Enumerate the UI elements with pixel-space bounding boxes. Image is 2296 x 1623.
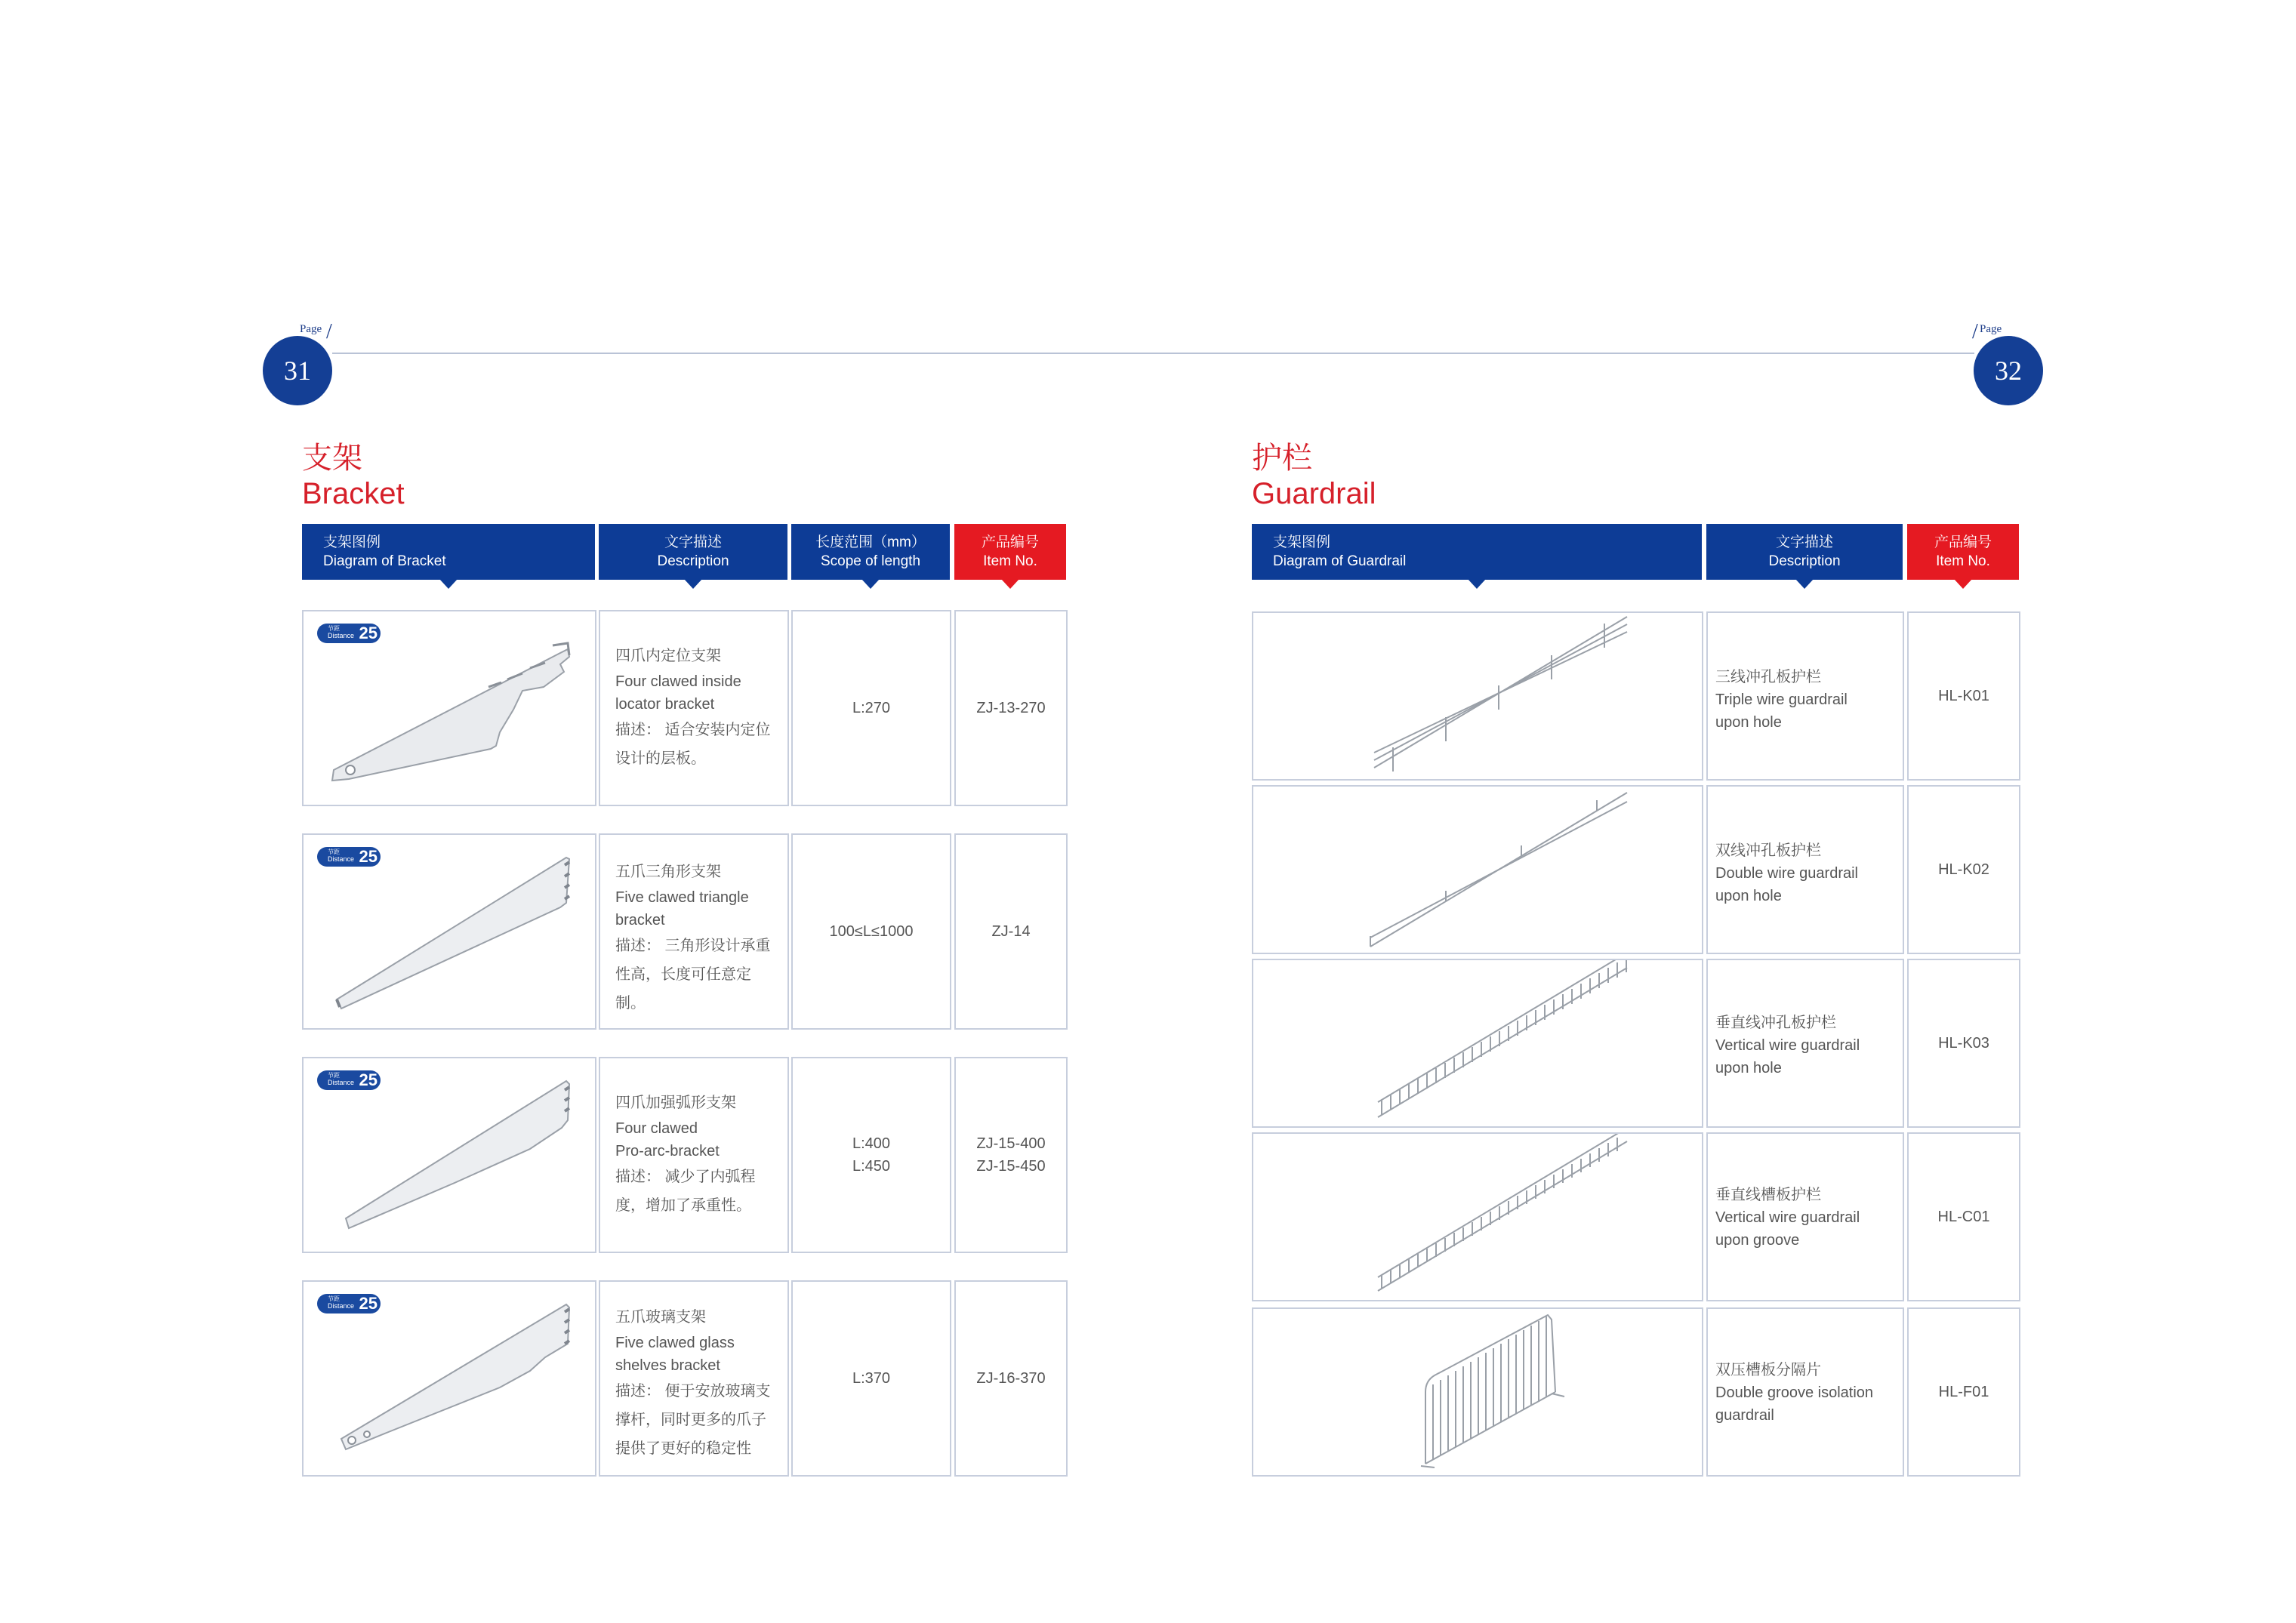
guardrail-item-cell [1907, 1307, 2020, 1477]
top-rule [332, 353, 1974, 354]
page-number-left: 31 [263, 336, 332, 405]
item-number: ZJ-15-400 [976, 1135, 1046, 1152]
length-value: L:370 [852, 1370, 891, 1387]
header-cn: 文字描述 [1775, 534, 1833, 550]
bracket-illustration [304, 1058, 598, 1255]
product-desc-cn: 描述： 三角形设计承重 [615, 938, 771, 954]
product-desc-cn: 描述： 便于安放玻璃支 [615, 1383, 771, 1400]
guardrail-illustration [1253, 1134, 1705, 1303]
product-desc-cn: 描述： 适合安装内定位 [615, 722, 771, 738]
header-arrow [1954, 579, 1972, 589]
guardrail-description-cell [1706, 611, 1904, 781]
guardrail-item-cell [1907, 611, 2020, 781]
product-name-cn: 五爪玻璃支架 [615, 1309, 706, 1326]
badge-value: 25 [359, 847, 378, 866]
item-number: ZJ-14 [991, 923, 1031, 940]
section-title-cn-bracket: 支架 [302, 442, 362, 475]
item-number: ZJ-15-450 [976, 1158, 1046, 1175]
product-desc-cn: 制。 [615, 995, 646, 1012]
guardrail-illustration [1253, 1309, 1705, 1478]
product-desc-cn: 设计的层板。 [615, 750, 706, 767]
product-name-en: Four clawed inside [615, 673, 741, 690]
product-name-en: guardrail [1715, 1407, 1774, 1424]
guardrail-text [1715, 1184, 1860, 1252]
page-slash-right: / [1972, 320, 1978, 343]
bracket-illustration [304, 1282, 598, 1478]
header-arrow [439, 579, 458, 589]
guardrail-image-cell [1252, 959, 1703, 1128]
header-description-guardrail [1706, 524, 1903, 580]
guardrail-illustration [1253, 613, 1705, 782]
product-name-cn: 垂直线冲孔板护栏 [1715, 1015, 1836, 1031]
bracket-image-cell [302, 1057, 596, 1253]
bracket-description-cell [599, 1280, 789, 1477]
page-label-right: Page [1980, 323, 2002, 335]
product-name-en: upon hole [1715, 888, 1782, 904]
product-name-cn: 四爪内定位支架 [615, 648, 721, 664]
guardrail-text [1715, 666, 1848, 734]
badge-cn: 节距 [328, 848, 340, 855]
product-name-en: upon groove [1715, 1232, 1800, 1249]
guardrail-image-cell [1252, 1132, 1703, 1301]
guardrail-image-cell [1252, 611, 1703, 781]
product-name-en: Pro-arc-bracket [615, 1143, 720, 1160]
guardrail-image-cell [1252, 1307, 1703, 1477]
section-title-en-bracket: Bracket [302, 477, 405, 510]
product-name-en: Vertical wire guardrail [1715, 1037, 1860, 1054]
badge-en: Distance [328, 632, 355, 639]
bracket-length-cell [791, 1057, 951, 1253]
badge-cn: 节距 [328, 625, 340, 632]
header-diagram-bracket [302, 524, 595, 580]
product-desc-cn: 性高，长度可任意定 [615, 966, 751, 983]
item-number: HL-C01 [1937, 1209, 1990, 1225]
bracket-illustration [304, 611, 598, 808]
guardrail-illustration [1253, 787, 1705, 956]
badge-en: Distance [328, 855, 355, 863]
bracket-illustration [304, 835, 598, 1031]
badge-en: Distance [328, 1079, 355, 1086]
product-name-en: bracket [615, 912, 665, 929]
bracket-length-cell [791, 833, 951, 1030]
header-cn: 支架图例 [323, 534, 381, 550]
guardrail-text [1715, 1359, 1873, 1427]
header-length-bracket [791, 524, 950, 580]
length-value: L:450 [852, 1158, 891, 1175]
header-diagram-guardrail [1252, 524, 1702, 580]
guardrail-image-cell [1252, 785, 1703, 954]
header-en: Description [657, 553, 729, 569]
header-arrow [861, 579, 880, 589]
page-label-left: Page [300, 323, 322, 335]
item-number: ZJ-13-270 [976, 700, 1046, 716]
guardrail-description-cell [1706, 785, 1904, 954]
bracket-image-cell [302, 1280, 596, 1477]
header-en: Diagram of Guardrail [1273, 553, 1407, 569]
bracket-length-cell [791, 610, 951, 806]
product-name-en: Five clawed triangle [615, 889, 749, 906]
badge-cn: 节距 [328, 1072, 340, 1079]
product-desc-cn: 撑杆，同时更多的爪子 [615, 1412, 766, 1428]
header-cn: 支架图例 [1273, 534, 1331, 550]
product-name-en: Five clawed glass [615, 1335, 735, 1351]
bracket-image-cell [302, 833, 596, 1030]
product-name-en: Vertical wire guardrail [1715, 1209, 1860, 1226]
bracket-description-cell [599, 833, 789, 1030]
product-name-cn: 三线冲孔板护栏 [1715, 669, 1821, 685]
product-name-en: upon hole [1715, 1060, 1782, 1076]
guardrail-text [1715, 1012, 1860, 1079]
header-en: Description [1768, 553, 1841, 569]
product-name-en: shelves bracket [615, 1357, 720, 1374]
guardrail-description-cell [1706, 1132, 1904, 1301]
badge-value: 25 [359, 1070, 378, 1089]
product-name-cn: 四爪加强弧形支架 [615, 1095, 736, 1111]
product-name-en: upon hole [1715, 714, 1782, 731]
bracket-length-cell [791, 1280, 951, 1477]
header-en: Diagram of Bracket [323, 553, 446, 569]
product-name-en: Double wire guardrail [1715, 865, 1858, 882]
guardrail-description-cell [1706, 1307, 1904, 1477]
product-name-en: Double groove isolation [1715, 1384, 1874, 1401]
header-arrow [684, 579, 702, 589]
product-name-cn: 双线冲孔板护栏 [1715, 842, 1821, 859]
header-en: Item No. [1936, 553, 1990, 569]
badge-cn: 节距 [328, 1295, 340, 1302]
item-number: HL-K02 [1938, 861, 1989, 878]
item-number: HL-F01 [1938, 1384, 1989, 1400]
section-title-en-guardrail: Guardrail [1252, 477, 1376, 510]
bracket-description-cell [599, 1057, 789, 1253]
item-number: ZJ-16-370 [976, 1370, 1046, 1387]
header-arrow [1468, 579, 1486, 589]
header-item-no-bracket [954, 524, 1066, 580]
guardrail-item-cell [1907, 959, 2020, 1128]
product-name-cn: 垂直线槽板护栏 [1715, 1187, 1821, 1203]
length-value: 100≤L≤1000 [829, 923, 914, 940]
header-cn: 长度范围（mm） [815, 534, 926, 550]
badge-en: Distance [328, 1302, 355, 1310]
header-en: Item No. [983, 553, 1037, 569]
bracket-image-cell [302, 610, 596, 806]
header-en: Scope of length [820, 553, 921, 569]
product-desc-cn: 提供了更好的稳定性 [615, 1440, 751, 1457]
badge-value: 25 [359, 624, 378, 642]
header-cn: 产品编号 [981, 534, 1039, 550]
guardrail-item-cell [1907, 1132, 2020, 1301]
page-number-right: 32 [1974, 336, 2043, 405]
header-item-no-guardrail [1907, 524, 2019, 580]
product-name-cn: 双压槽板分隔片 [1715, 1362, 1821, 1378]
bracket-item-cell [954, 1280, 1068, 1477]
guardrail-description-cell [1706, 959, 1904, 1128]
product-desc-cn: 度，增加了承重性。 [615, 1197, 751, 1214]
header-cn: 产品编号 [1934, 534, 1992, 550]
product-name-cn: 五爪三角形支架 [615, 864, 721, 880]
bracket-description-cell [599, 610, 789, 806]
bracket-item-cell [954, 1057, 1068, 1253]
product-desc-cn: 描述： 减少了内弧程 [615, 1169, 756, 1185]
guardrail-illustration [1253, 960, 1705, 1129]
section-title-cn-guardrail: 护栏 [1252, 442, 1312, 475]
header-description-bracket [599, 524, 787, 580]
product-name-en: locator bracket [615, 696, 715, 713]
header-cn: 文字描述 [664, 534, 722, 550]
length-value: L:400 [852, 1135, 891, 1152]
bracket-item-cell [954, 610, 1068, 806]
guardrail-item-cell [1907, 785, 2020, 954]
page-slash-left: / [326, 320, 332, 343]
badge-value: 25 [359, 1294, 378, 1313]
header-arrow [1795, 579, 1814, 589]
product-name-en: Triple wire guardrail [1715, 691, 1848, 708]
product-name-en: Four clawed [615, 1120, 698, 1137]
header-arrow [1001, 579, 1019, 589]
length-value: L:270 [852, 700, 891, 716]
item-number: HL-K03 [1938, 1035, 1989, 1052]
bracket-item-cell [954, 833, 1068, 1030]
guardrail-text [1715, 839, 1858, 907]
item-number: HL-K01 [1938, 688, 1989, 704]
